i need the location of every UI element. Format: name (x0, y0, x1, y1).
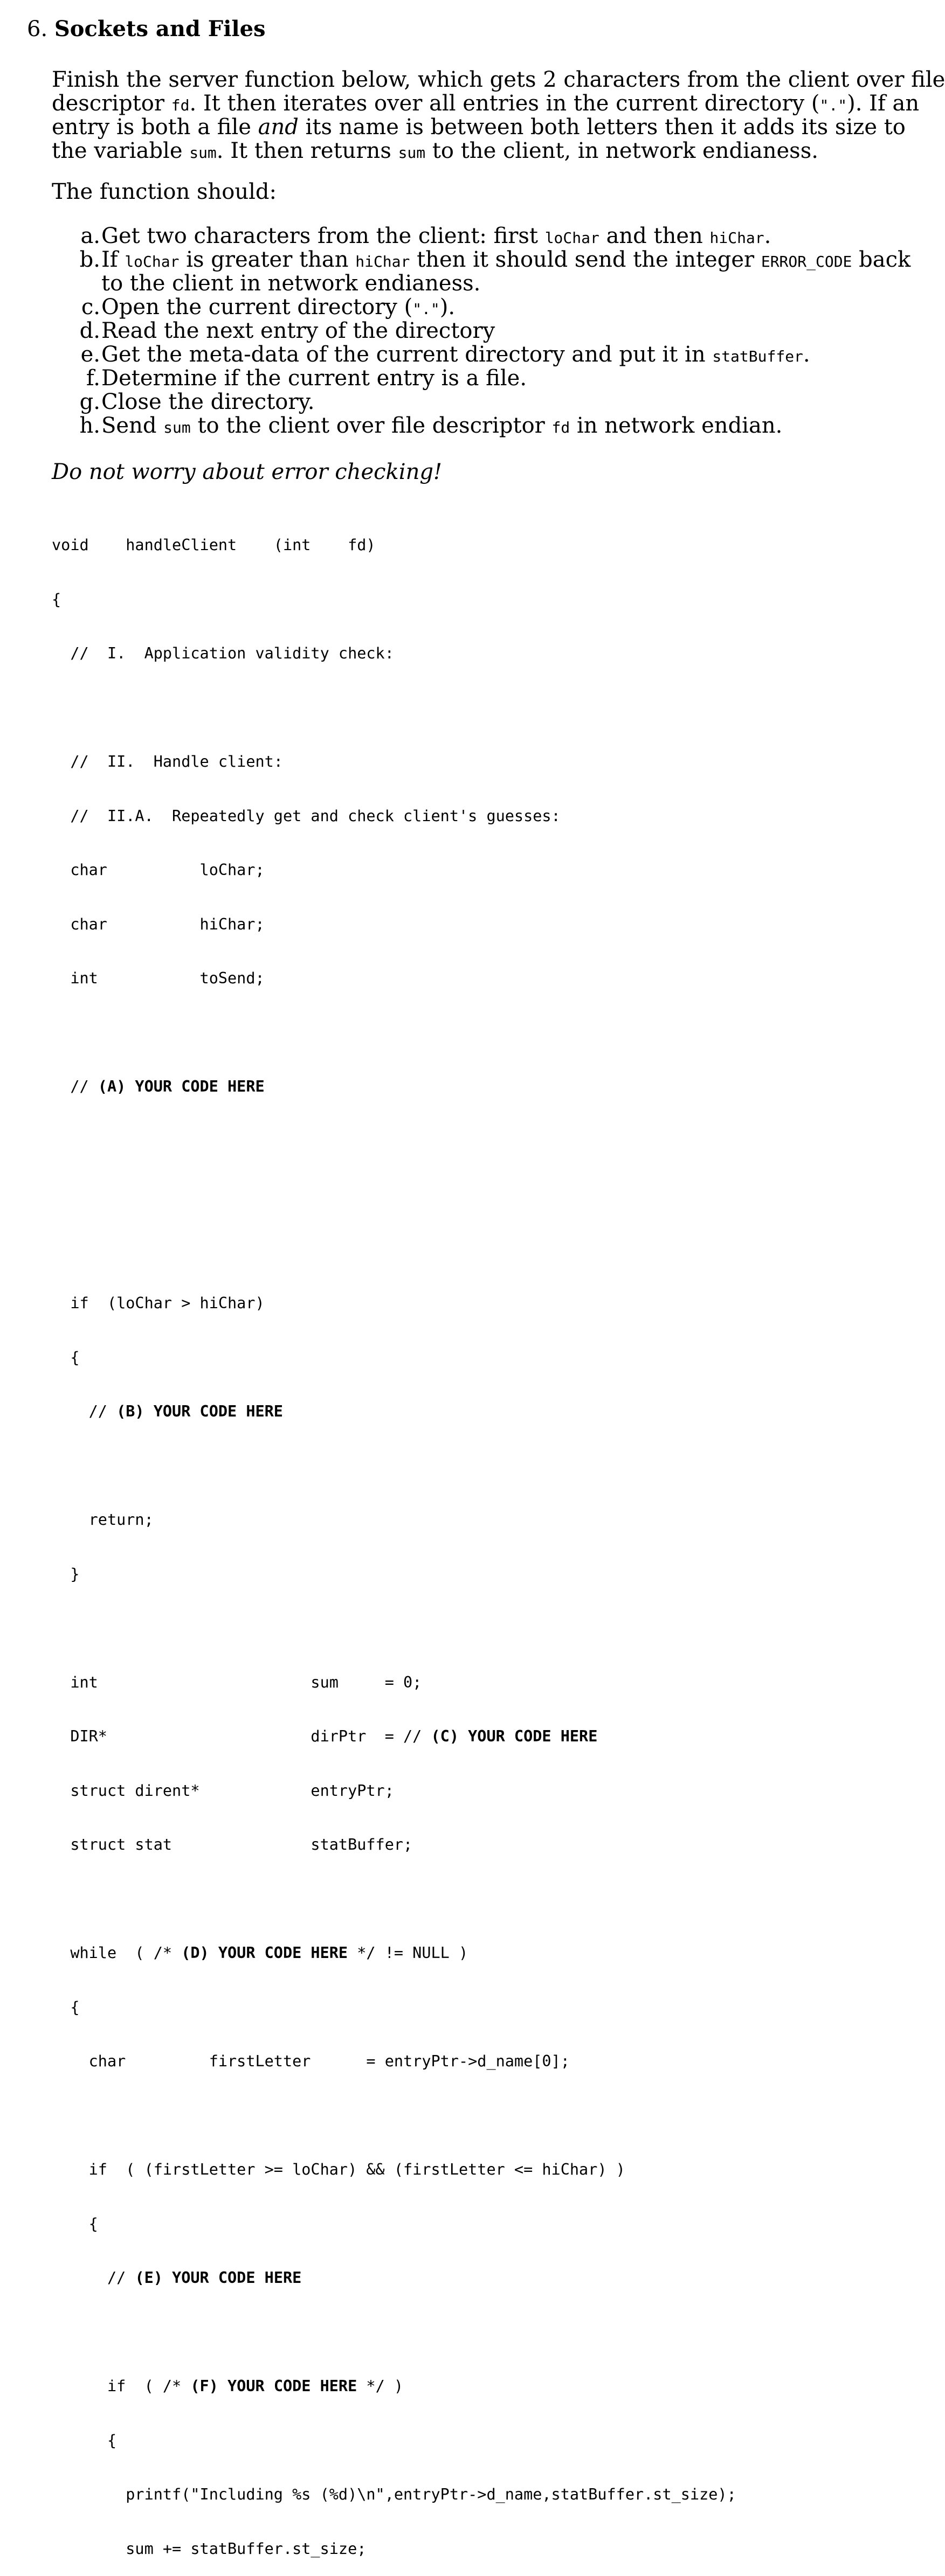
intro-emphasis: and (258, 115, 299, 140)
intro-text: its name is between both letters then it adds its size to (298, 115, 906, 140)
step-label: g. (79, 390, 100, 414)
answer-placeholder-a: (A) YOUR CODE HERE (98, 1078, 265, 1095)
intro-text: . It then iterates over all entries in the current directory ( (189, 91, 820, 116)
code-line: int toSend; (52, 969, 265, 987)
code-line (52, 2323, 736, 2342)
answer-placeholder-f: (F) YOUR CODE HERE (190, 2377, 357, 2395)
code-line: if ( (firstLetter >= loChar) && (firstLetter <= hiChar) ) (52, 2161, 625, 2178)
step-text: Send (101, 413, 164, 438)
code-line: printf("Including %s (%d)\n",entryPtr->d_name,statBuffer.st_size); (52, 2485, 736, 2503)
step-text: Open the current directory ( (101, 295, 413, 320)
section-title: Sockets and Files (54, 16, 266, 41)
step-text: . (764, 224, 771, 248)
function-should-heading (52, 180, 893, 204)
intro-text: to the client, in network endianess. (425, 138, 818, 163)
code-comment: // (52, 2269, 135, 2287)
intro-text: the variable (52, 138, 190, 163)
code-block (52, 500, 736, 2576)
inline-code: sum (189, 144, 217, 162)
inline-code: loChar (125, 253, 180, 270)
inline-code: "." (412, 300, 440, 318)
inline-code: hiChar (709, 229, 764, 247)
code-line: char loChar; (52, 861, 265, 879)
step-item (74, 414, 910, 438)
code-line (52, 1457, 736, 1475)
step-text: back (852, 247, 911, 272)
code-line-placeholder-f (52, 2377, 736, 2396)
step-label: f. (86, 366, 100, 391)
step-item (74, 343, 910, 366)
inline-code: ERROR_CODE (761, 253, 852, 270)
code-line (52, 2107, 736, 2125)
answer-placeholder-b: (B) YOUR CODE HERE (116, 1402, 283, 1420)
code-line: } (52, 1565, 80, 1583)
section-heading (27, 15, 266, 43)
code-line: sum += statBuffer.st_size; (52, 2539, 367, 2558)
code-line: // II. Handle client: (52, 753, 283, 770)
step-text: Get two characters from the client: first (101, 224, 545, 248)
inline-code: sum (163, 419, 191, 436)
code-comment: // (52, 1078, 98, 1095)
code-line-placeholder-d (52, 1944, 736, 1962)
step-text: in network endian. (570, 413, 783, 438)
step-item (74, 390, 910, 414)
code-text: DIR* dirPtr = // (52, 1727, 431, 1745)
intro-line-2 (52, 91, 920, 116)
inline-code: loChar (544, 229, 599, 247)
step-item (74, 319, 910, 343)
code-line (52, 1619, 736, 1637)
code-line: if (loChar > hiChar) (52, 1294, 265, 1312)
step-text: is greater than (179, 247, 356, 272)
error-checking-note: Do not worry about error checking! (52, 460, 443, 484)
code-comment: // (52, 1402, 117, 1420)
step-item (74, 248, 910, 272)
code-line: { (52, 590, 61, 608)
step-text: to the client in network endianess. (101, 271, 481, 296)
step-label: b. (79, 247, 100, 272)
code-line: { (52, 2431, 117, 2449)
code-line-placeholder-a (52, 1078, 736, 1096)
code-line: return; (52, 1511, 154, 1529)
code-line: // I. Application validity check: (52, 644, 394, 662)
step-text: . (803, 342, 810, 367)
inline-code: fd (171, 96, 190, 114)
step-label: h. (79, 413, 100, 438)
step-item (74, 366, 910, 390)
inline-code: fd (551, 419, 570, 436)
code-line: int sum = 0; (52, 1673, 422, 1691)
code-line (52, 1132, 736, 1150)
step-item (74, 295, 910, 319)
section-number: 6. (27, 17, 48, 41)
intro-paragraph (52, 67, 945, 163)
inline-code: hiChar (355, 253, 410, 270)
step-text: If (101, 247, 125, 272)
answer-placeholder-d: (D) YOUR CODE HERE (181, 1944, 348, 1962)
code-line (52, 1890, 736, 1908)
code-line: // II.A. Repeatedly get and check client's guesses: (52, 807, 561, 825)
answer-placeholder-e: (E) YOUR CODE HERE (135, 2269, 302, 2287)
step-text: to the client over file descriptor (190, 413, 552, 438)
code-line: struct stat statBuffer; (52, 1836, 413, 1853)
inline-code: statBuffer (712, 348, 803, 365)
code-line-placeholder-b (52, 1402, 736, 1421)
code-line-placeholder-e (52, 2269, 736, 2287)
code-text: if ( /* (52, 2377, 191, 2395)
code-line: { (52, 2214, 98, 2233)
intro-text: Finish the server function below, which gets 2 characters from the client over file (52, 67, 945, 92)
step-label: c. (81, 295, 100, 320)
code-line: { (52, 1348, 80, 1366)
step-text: Close the directory. (101, 390, 315, 414)
code-line: void handleClient (int fd) (52, 536, 376, 554)
code-line (52, 699, 736, 717)
code-line (52, 1240, 736, 1259)
intro-text: descriptor (52, 91, 171, 116)
step-item (74, 224, 910, 248)
code-line-placeholder-c (52, 1727, 736, 1746)
code-line: struct dirent* entryPtr; (52, 1781, 394, 1800)
intro-text: . It then returns (216, 138, 398, 163)
step-label: d. (79, 318, 100, 343)
code-line (52, 1186, 736, 1204)
step-label: e. (80, 342, 100, 367)
code-line: char firstLetter = entryPtr->d_name[0]; (52, 2052, 570, 2070)
step-text: ). (439, 295, 456, 320)
intro-text: ). If an (847, 91, 920, 116)
function-should-text: The function should: (52, 179, 277, 204)
intro-line-4 (52, 139, 893, 163)
code-text: */ != NULL ) (348, 1944, 468, 1962)
answer-placeholder-c: (C) YOUR CODE HERE (431, 1727, 598, 1745)
code-line (52, 1024, 736, 1042)
code-line: char hiChar; (52, 915, 265, 933)
steps-list (74, 224, 910, 438)
step-text: Read the next entry of the directory (101, 318, 495, 343)
inline-code: sum (398, 144, 426, 162)
code-text: */ ) (357, 2377, 404, 2395)
step-text: Get the meta-data of the current directory and put it in (101, 342, 713, 367)
intro-line-1 (52, 67, 945, 92)
step-text: then it should send the integer (410, 247, 761, 272)
code-text: while ( /* (52, 1944, 182, 1962)
step-continuation (74, 272, 910, 295)
intro-text: entry is both a file (52, 115, 258, 140)
step-text: Determine if the current entry is a file. (101, 366, 527, 391)
intro-line-3 (52, 115, 906, 140)
step-label: a. (80, 224, 100, 248)
inline-code: "." (819, 96, 847, 114)
code-line: { (52, 1998, 80, 2016)
step-text: and then (599, 224, 710, 248)
